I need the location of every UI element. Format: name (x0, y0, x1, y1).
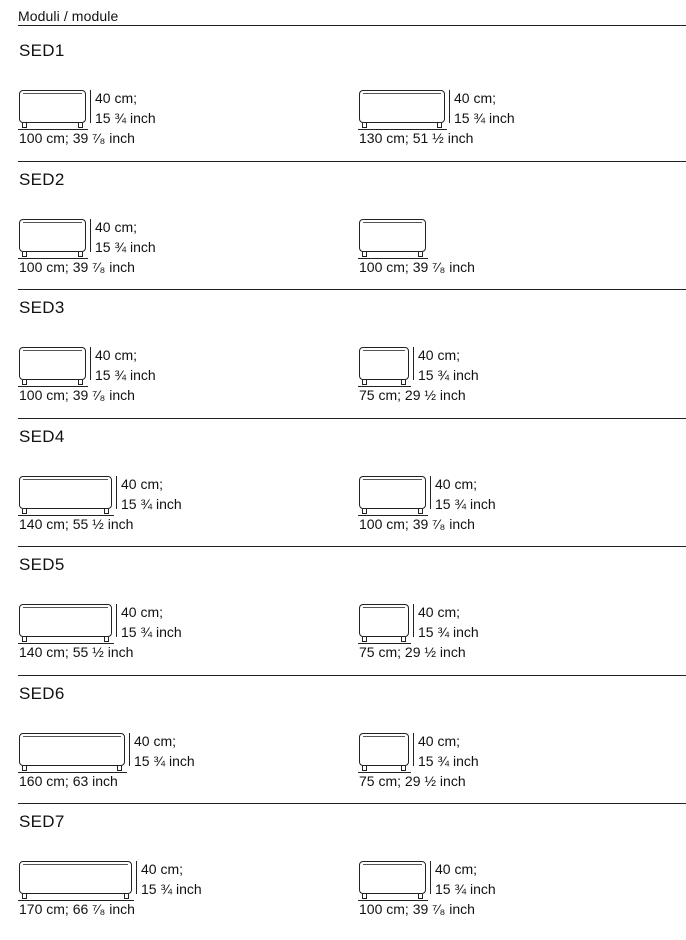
seat-leg (22, 380, 27, 385)
module-drawing (18, 675, 234, 803)
height-cm: 40 cm; (418, 732, 461, 749)
module-drawing (358, 418, 535, 546)
height-inch: 15 ¾ inch (121, 624, 182, 640)
seat-leg (117, 766, 122, 771)
seat-leg (362, 380, 367, 385)
height-inch: 15 ¾ inch (418, 367, 479, 383)
seat-leg (78, 380, 83, 385)
width-label: 170 cm; 66 ⁷⁄₈ inch (19, 901, 135, 917)
section-title: SED7 (19, 812, 65, 831)
height-dimension-line (136, 861, 137, 894)
section-sed4 (0, 418, 686, 546)
height-inch: 15 ¾ inch (95, 238, 156, 255)
height-label (418, 345, 479, 385)
height-inch: 15 ¾ inch (121, 495, 182, 512)
section-sed3 (0, 289, 686, 417)
height-dimension-line (413, 604, 414, 637)
height-label (435, 474, 496, 514)
height-cm: 40 cm; (418, 604, 461, 620)
seat-leg (22, 894, 27, 899)
height-inch: 15 ¾ inch (435, 881, 496, 897)
seat-leg (362, 894, 367, 899)
section-title: SED5 (19, 555, 65, 574)
height-dimension-line (449, 90, 450, 123)
module-drawing (18, 546, 221, 674)
module-drawing (358, 546, 518, 674)
section-sed1 (0, 32, 686, 160)
section-title: SED6 (19, 683, 65, 703)
module-drawing (358, 675, 518, 803)
height-label (121, 474, 182, 514)
height-inch: 15 ¾ inch (95, 367, 156, 383)
height-dimension-line (413, 733, 414, 766)
height-cm: 40 cm; (435, 861, 478, 877)
seat-outline (359, 347, 409, 380)
height-label (95, 217, 156, 257)
height-dimension-line (430, 861, 431, 894)
width-label: 100 cm; 39 ⁷⁄₈ inch (359, 258, 475, 275)
height-label (141, 859, 202, 899)
width-label: 75 cm; 29 ½ inch (359, 772, 466, 789)
seat-leg (78, 252, 83, 257)
height-inch: 15 ¾ inch (435, 495, 496, 512)
height-cm: 40 cm; (454, 90, 497, 106)
height-dimension-line (129, 733, 130, 766)
height-cm: 40 cm; (134, 732, 177, 749)
seat-leg (362, 123, 367, 128)
height-dimension-line (90, 347, 91, 380)
height-cm: 40 cm; (121, 604, 164, 620)
height-cm: 40 cm; (95, 90, 138, 106)
seat-leg (362, 252, 367, 257)
width-label: 100 cm; 39 ⁷⁄₈ inch (19, 387, 135, 403)
seat-leg (22, 123, 27, 128)
height-dimension-line (90, 219, 91, 252)
seat-outline (359, 861, 426, 894)
seat-outline (359, 733, 409, 766)
height-label (134, 731, 195, 771)
height-cm: 40 cm; (121, 475, 164, 492)
height-inch: 15 ¾ inch (454, 110, 515, 126)
width-label: 100 cm; 39 ⁷⁄₈ inch (359, 515, 475, 532)
module-drawing (358, 289, 518, 417)
section-title: SED3 (19, 298, 65, 317)
seat-outline (19, 476, 112, 509)
seat-outline (359, 604, 409, 637)
width-label: 100 cm; 39 ⁷⁄₈ inch (19, 258, 135, 275)
seat-outline (19, 604, 112, 637)
seat-outline (19, 861, 132, 894)
height-label (435, 859, 496, 899)
height-inch: 15 ¾ inch (141, 881, 202, 897)
height-cm: 40 cm; (95, 218, 138, 235)
seat-outline (19, 219, 86, 252)
seat-outline (359, 90, 445, 123)
height-dimension-line (413, 347, 414, 380)
seat-leg (418, 252, 423, 257)
height-inch: 15 ¾ inch (418, 752, 479, 769)
section-sed2 (0, 161, 686, 289)
seat-outline (19, 347, 86, 380)
module-drawing (18, 803, 241, 931)
height-dimension-line (430, 476, 431, 509)
height-cm: 40 cm; (418, 347, 461, 363)
seat-leg (401, 380, 406, 385)
height-dimension-line (116, 604, 117, 637)
width-label: 100 cm; 39 ⁷⁄₈ inch (359, 901, 475, 917)
seat-outline (359, 219, 426, 252)
seat-leg (362, 637, 367, 642)
height-label (454, 88, 515, 128)
height-inch: 15 ¾ inch (95, 110, 156, 126)
section-title: SED4 (19, 426, 65, 446)
module-drawing (18, 161, 195, 289)
height-label (121, 602, 182, 642)
seat-leg (104, 509, 109, 514)
height-label (418, 731, 479, 771)
module-drawing (18, 418, 221, 546)
height-label (418, 602, 479, 642)
module-drawing (358, 803, 535, 931)
seat-leg (22, 766, 27, 771)
seat-leg (22, 252, 27, 257)
height-cm: 40 cm; (95, 347, 138, 363)
section-sed7 (0, 803, 686, 931)
seat-outline (19, 733, 125, 766)
width-label: 140 cm; 55 ½ inch (19, 515, 134, 532)
seat-leg (362, 766, 367, 771)
height-inch: 15 ¾ inch (134, 752, 195, 769)
width-label: 75 cm; 29 ½ inch (359, 644, 466, 660)
seat-leg (401, 766, 406, 771)
section-title: SED1 (19, 41, 65, 60)
seat-leg (78, 123, 83, 128)
seat-leg (362, 509, 367, 514)
seat-leg (104, 637, 109, 642)
seat-outline (19, 90, 86, 123)
module-drawing (18, 289, 195, 417)
section-sed5 (0, 546, 686, 674)
width-label: 140 cm; 55 ½ inch (19, 644, 134, 660)
seat-leg (437, 123, 442, 128)
height-label (95, 88, 156, 128)
page-header: Moduli / module (18, 8, 119, 24)
width-label: 160 cm; 63 inch (19, 772, 118, 789)
seat-leg (22, 509, 27, 514)
height-label (95, 345, 156, 385)
height-dimension-line (90, 90, 91, 123)
seat-leg (418, 894, 423, 899)
height-inch: 15 ¾ inch (418, 624, 479, 640)
section-sed6 (0, 675, 686, 803)
module-drawing (18, 32, 195, 160)
section-title: SED2 (19, 169, 65, 189)
height-cm: 40 cm; (435, 475, 478, 492)
seat-leg (22, 637, 27, 642)
seat-leg (418, 509, 423, 514)
width-label: 75 cm; 29 ½ inch (359, 387, 466, 403)
height-dimension-line (116, 476, 117, 509)
module-drawing (358, 32, 554, 160)
header-divider (18, 25, 686, 26)
width-label: 130 cm; 51 ½ inch (359, 130, 474, 146)
seat-leg (124, 894, 129, 899)
module-drawing (358, 161, 535, 289)
seat-outline (359, 476, 426, 509)
seat-leg (401, 637, 406, 642)
height-cm: 40 cm; (141, 861, 184, 877)
width-label: 100 cm; 39 ⁷⁄₈ inch (19, 130, 135, 146)
